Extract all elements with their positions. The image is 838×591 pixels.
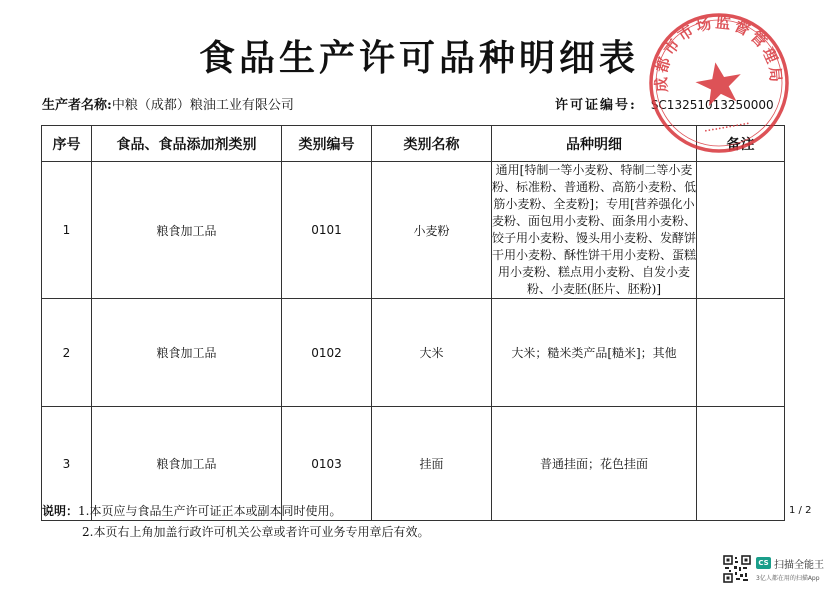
header-code: 类别编号 bbox=[282, 126, 372, 162]
table-row bbox=[42, 162, 785, 299]
row-category: 粮食加工品 bbox=[92, 299, 282, 407]
row-remark bbox=[697, 299, 785, 407]
page-number: 1 / 2 bbox=[789, 505, 812, 516]
qr-code-icon bbox=[723, 555, 751, 583]
row-remark bbox=[697, 162, 785, 299]
header-category: 食品、食品添加剂类别 bbox=[92, 126, 282, 162]
header-detail: 品种明细 bbox=[492, 126, 697, 162]
row-code: 0102 bbox=[282, 299, 372, 407]
row-no: 3 bbox=[42, 407, 92, 521]
table-row bbox=[42, 299, 785, 407]
header-remark: 备注 bbox=[697, 126, 785, 162]
row-detail: 大米；糙米类产品[糙米]；其他 bbox=[492, 299, 697, 407]
scanner-logo-badge: CS bbox=[756, 557, 771, 569]
header-no: 序号 bbox=[42, 126, 92, 162]
note-line-2: 2.本页右上角加盖行政许可机关公章或者许可业务专用章后有效。 bbox=[82, 525, 430, 539]
svg-text:•••••••••••••: ••••••••••••• bbox=[703, 120, 751, 136]
notes-label: 说明： bbox=[42, 504, 79, 518]
official-seal-icon bbox=[634, 0, 803, 168]
row-code: 0103 bbox=[282, 407, 372, 521]
document-title: 食品生产许可品种明细表 bbox=[198, 37, 639, 79]
row-name: 大米 bbox=[372, 299, 492, 407]
license-label: 许可证编号: bbox=[555, 98, 637, 113]
producer-line bbox=[42, 94, 294, 113]
producer-label: 生产者名称: bbox=[42, 98, 112, 113]
license-value: SC13251013250000 bbox=[650, 98, 774, 112]
note-line-1: 1.本页应与食品生产许可证正本或副本同时使用。 bbox=[78, 504, 342, 518]
row-category: 粮食加工品 bbox=[92, 162, 282, 299]
row-no: 2 bbox=[42, 299, 92, 407]
row-name: 小麦粉 bbox=[372, 162, 492, 299]
scanner-tagline: 3亿人都在用的扫描App bbox=[756, 575, 820, 582]
row-no: 1 bbox=[42, 162, 92, 299]
row-detail: 通用[特制一等小麦粉、特制二等小麦粉、标准粉、普通粉、高筋小麦粉、低筋小麦粉、全麦粉]；专用[营养强化小麦粉、面包用小麦粉、面条用小麦粉、饺子用小麦粉、馒头用小麦粉、发酵饼干用小麦粉、酥性饼干用小麦粉、蛋糕用小麦粉、糕点用小麦粉、自发小麦粉、小麦胚(胚片、胚粉)] bbox=[492, 162, 697, 299]
row-name: 挂面 bbox=[372, 407, 492, 521]
scanner-app-name: 扫描全能王 bbox=[774, 560, 824, 571]
row-code: 0101 bbox=[282, 162, 372, 299]
row-remark bbox=[697, 407, 785, 521]
notes bbox=[42, 501, 429, 543]
row-category: 粮食加工品 bbox=[92, 407, 282, 521]
seal-text: 成都市市场监督管理局 bbox=[652, 13, 785, 93]
header-name: 类别名称 bbox=[372, 126, 492, 162]
row-detail: 普通挂面；花色挂面 bbox=[492, 407, 697, 521]
variety-table bbox=[41, 125, 785, 521]
producer-value: 中粮（成都）粮油工业有限公司 bbox=[111, 98, 294, 113]
